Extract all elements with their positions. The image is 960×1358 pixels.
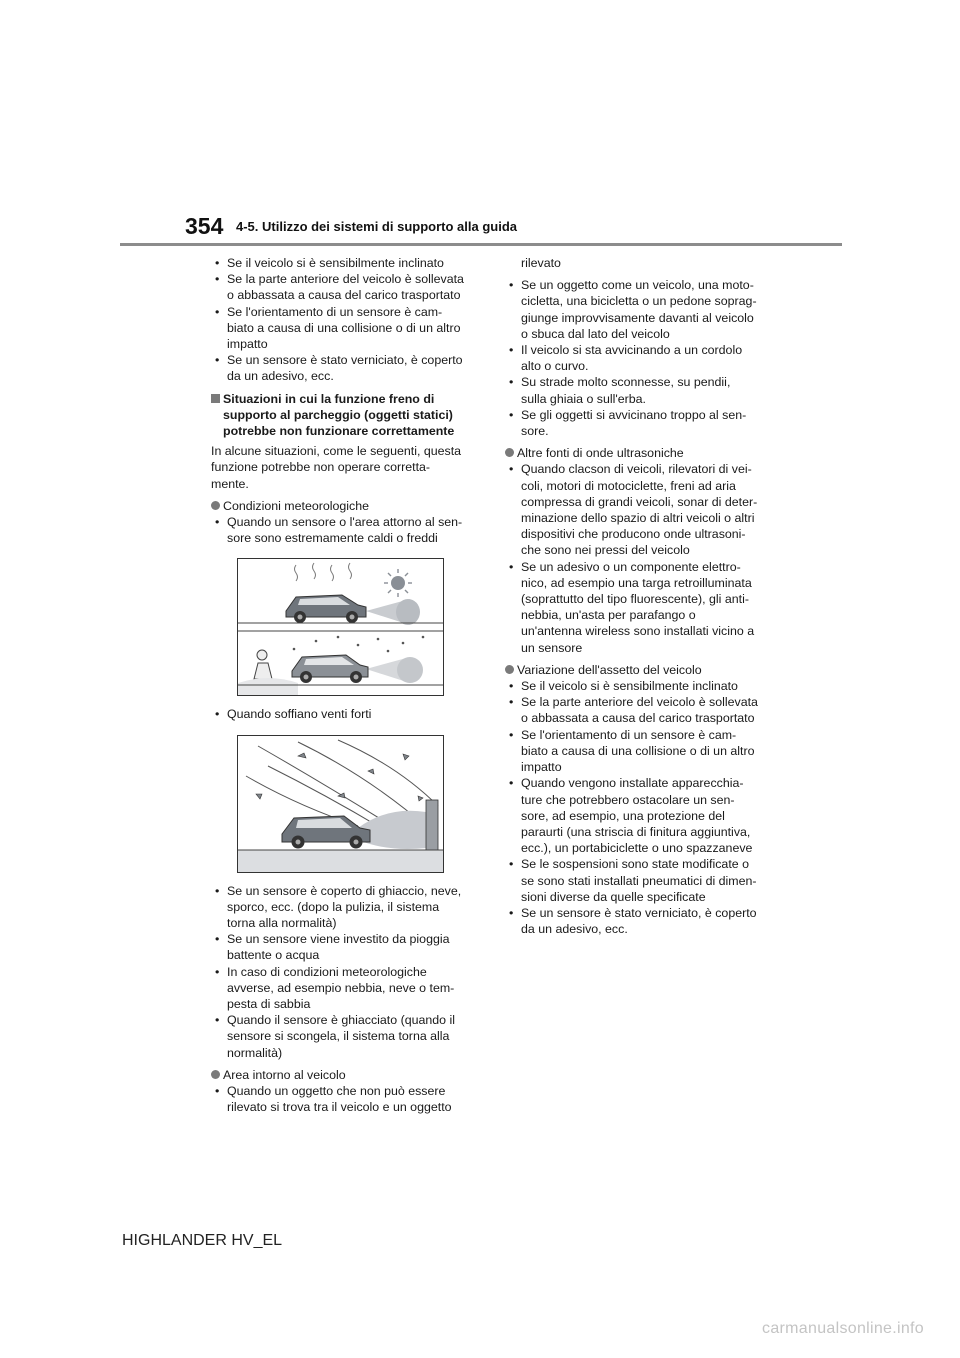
weather-heading-text: Condizioni meteorologiche — [223, 498, 370, 513]
list-item: • Se un oggetto come un veicolo, una moto- cicletta, una bicicletta o un pedone soprag- giunge improvvisamente davanti al veicolo o sbuca dal lato del veicolo — [505, 277, 767, 342]
hot-cold-weather-illustration — [237, 558, 444, 696]
wind-list — [211, 706, 473, 722]
list-item: • Se il veicolo si è sensibilmente inclinato — [505, 678, 767, 694]
section-heading-text: Situazioni in cui la funzione freno di supporto al parcheggio (oggetti statici) potrebbe non funzionare correttamente — [223, 391, 455, 439]
weather-list — [211, 514, 473, 546]
list-item: • Se la parte anteriore del veicolo è sollevata o abbassata a causa del carico trasportato — [211, 271, 473, 303]
list-item: • Se la parte anteriore del veicolo è sollevata o abbassata a causa del carico trasportato — [505, 694, 767, 726]
right-column — [505, 255, 767, 943]
list-item: • Quando un sensore o l'area attorno al sen- sore sono estremamente caldi o freddi — [211, 514, 473, 546]
round-bullet-icon — [211, 1070, 220, 1079]
list-item: • Su strade molto sconnesse, su pendii, sulla ghiaia o sull'erba. — [505, 374, 767, 406]
list-item: • Se il veicolo si è sensibilmente inclinato — [211, 255, 473, 271]
list-item: • In caso di condizioni meteorologiche avverse, ad esempio nebbia, neve o tem- pesta di sabbia — [211, 964, 473, 1013]
list-item: • Se gli oggetti si avvicinano troppo al sen- sore. — [505, 407, 767, 439]
left-column — [211, 255, 473, 1122]
page-number: 354 — [185, 213, 224, 239]
list-item: • Se le sospensioni sono state modificate o se sono stati installati pneumatici di dimen- sioni diverse da quelle specificate — [505, 856, 767, 905]
area-heading — [211, 1067, 473, 1083]
round-bullet-icon — [505, 448, 514, 457]
area-heading-text: Area intorno al veicolo — [223, 1067, 346, 1082]
list-item: • Se un sensore viene investito da pioggia battente o acqua — [211, 931, 473, 963]
list-item: • Quando soffiano venti forti — [211, 706, 473, 722]
list-item: • Se l'orientamento di un sensore è cam- biato a causa di una collisione o di un altro impatto — [211, 304, 473, 353]
attitude-heading-text: Variazione dell'assetto del veicolo — [517, 662, 702, 677]
attitude-heading — [505, 662, 767, 678]
ultrasonic-heading-text: Altre fonti di onde ultrasoniche — [517, 446, 684, 461]
watermark: carmanualsonline.info — [762, 1320, 924, 1337]
round-bullet-icon — [505, 665, 514, 674]
list-item: • Quando vengono installate apparecchia- ture che potrebbero ostacolare un sen- sore, ad esempio, una protezione del paraurti (una striscia di finitura aggiuntiva, ecc.), un portabiciclette o uno spazzaneve — [505, 775, 767, 856]
list-item: • Il veicolo si sta avvicinando a un cordolo alto o curvo. — [505, 342, 767, 374]
area-list — [211, 1083, 473, 1115]
list-item: • Quando clacson di veicoli, rilevatori di vei- coli, motori di motociclette, freni ad aria compressa di grandi veicoli, sonar di deter- minazione dello spazio di altri veicoli o altri dispositivi che producono onde ultrasoni- che sono nei pressi del veicolo — [505, 461, 767, 558]
ultrasonic-list — [505, 461, 767, 655]
list-item-continuation: rilevato — [521, 256, 561, 270]
ultrasonic-heading — [505, 445, 767, 461]
list-item: • Quando il sensore è ghiacciato (quando il sensore si scongela, il sistema torna alla normalità) — [211, 1012, 473, 1061]
wind-illustration-svg — [238, 736, 443, 872]
square-bullet-icon — [211, 394, 220, 403]
list-item: • Quando un oggetto che non può essere rilevato si trova tra il veicolo e un oggetto — [211, 1083, 473, 1115]
weather-heading — [211, 498, 473, 514]
weather-illustration-svg — [238, 559, 443, 695]
round-bullet-icon — [211, 501, 220, 510]
header-rule — [120, 243, 842, 246]
section-title: 4-5. Utilizzo dei sistemi di supporto alla guida — [236, 219, 517, 234]
list-item: • Se un sensore è stato verniciato, è coperto da un adesivo, ecc. — [505, 905, 767, 937]
strong-wind-illustration — [237, 735, 444, 873]
list-item: • Se un sensore è stato verniciato, è coperto da un adesivo, ecc. — [211, 352, 473, 384]
list-item: • Se l'orientamento di un sensore è cam- biato a causa di una collisione o di un altro impatto — [505, 727, 767, 776]
area-continuation — [505, 255, 767, 271]
attitude-list — [505, 678, 767, 937]
list-item: • Se un adesivo o un componente elettro- nico, ad esempio una targa retroilluminata (soprattutto del tipo fluorescente), gli anti- nebbia, un'asta per parafango o un'antenna wireless sono installati vicino a un sensore — [505, 559, 767, 656]
section-heading — [211, 391, 473, 440]
list-item: • Se un sensore è coperto di ghiaccio, neve, sporco, ecc. (dopo la pulizia, il sistema torna alla normalità) — [211, 883, 473, 932]
after-wind-list — [211, 883, 473, 1061]
footer-model: HIGHLANDER HV_EL — [122, 1232, 283, 1249]
intro-list — [211, 255, 473, 385]
section-text: In alcune situazioni, come le seguenti, questa funzione potrebbe non operare corretta- mente. — [211, 444, 462, 491]
area-list-right — [505, 277, 767, 439]
